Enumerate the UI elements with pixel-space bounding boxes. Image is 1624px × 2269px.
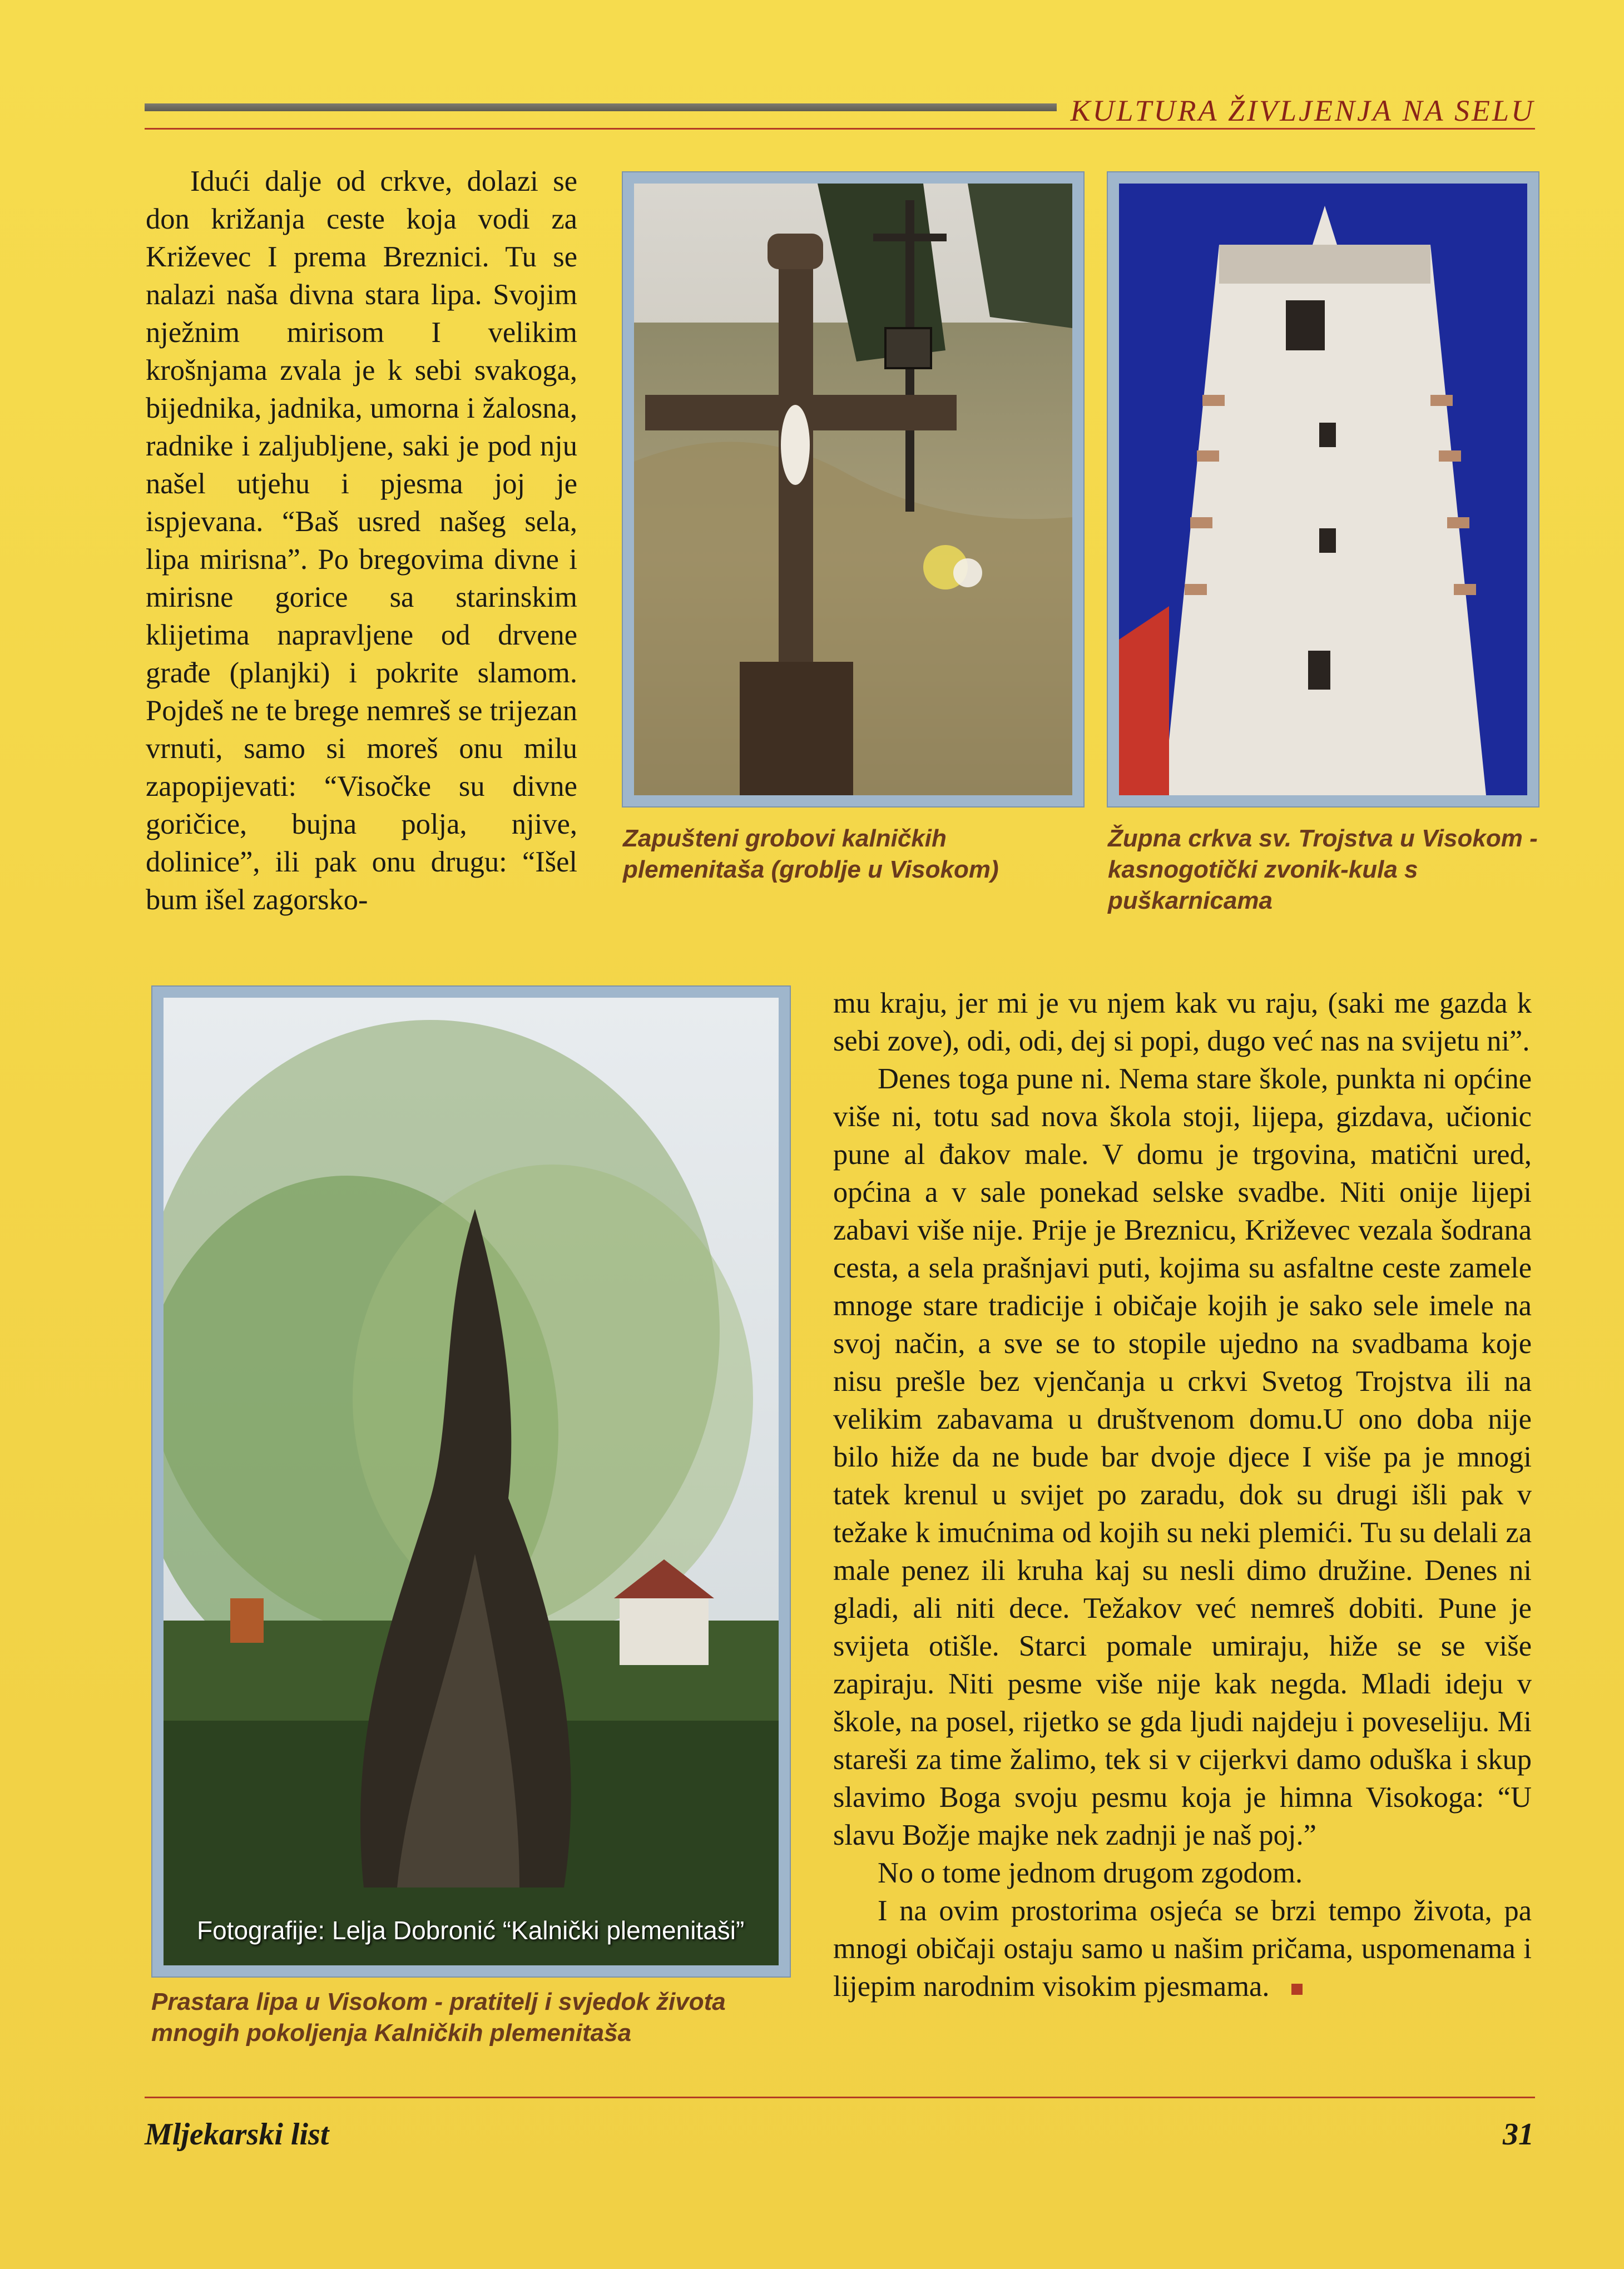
header-rule: [145, 128, 1535, 130]
caption-tower: Župna crkva sv. Trojstva u Visokom - kasnogotički zvonik-kula s puškarnicama: [1108, 825, 1538, 914]
photo-frame-tree: [151, 985, 791, 1978]
paragraph: mu kraju, jer mi je vu njem kak vu raju, (saki me gazda k sebi zove), odi, odi, dej si popi, dugo već nas na svijetu ni”.: [833, 987, 1532, 1057]
photo-credit: Fotografije: Lelja Dobronić “Kalnički plemenitaši”: [197, 1916, 745, 1945]
photo-frame-tower: [1107, 171, 1539, 807]
end-mark: [1291, 1984, 1303, 1995]
photo-church-tower: [1119, 184, 1527, 795]
paragraph-text: I na ovim prostorima osjeća se brzi tempo života, pa mnogi običaji ostaju samo u našim pričama, uspomenama i lijepim narodnim visokim pjesmama.: [833, 1895, 1532, 2003]
caption-cross: Zapušteni grobovi kalničkih plemenitaša (groblje u Visokom): [623, 825, 999, 883]
section-title: KULTURA ŽIVLJENJA NA SELU: [1070, 94, 1535, 127]
header-bar: [145, 103, 1057, 111]
graveyard-cross-image: [634, 184, 1072, 795]
right-text-column: [833, 984, 1532, 2005]
paragraph: Idući dalje od crkve, dolazi se don križanja ceste koja vodi za Križevec I prema Breznici. Tu se nalazi naša divna stara lipa. Svojim nježnim mirisom I velikim krošnjama zvala je k sebi svakoga, bijednika, jadnika, umorna i žalosna, radnike i zaljubljene, saki je pod nju našel utjehu i pjesma joj je ispjevana. “Baš usred našeg sela, lipa mirisna”. Po bregovima divne i mirisne gorice sa starinskim klijetima napravljene od drvene građe (planjki) i pokrite slamom. Pojdeš ne te brege nemreš se trijezan vrnuti, samo si moreš onu milu zapopijevati: “Visočke su divne goričice, bujna polja, njive, dolinice”, ili pak onu drugu: “Išel bum išel zagorsko-: [146, 165, 577, 916]
photo-linden-tree: [164, 998, 779, 1965]
page-number: 31: [1503, 2117, 1534, 2152]
photo-frame-cross: [622, 171, 1085, 807]
left-text-column: [146, 162, 577, 919]
church-tower-image: [1119, 184, 1527, 795]
paragraph: Denes toga pune ni. Nema stare škole, punkta ni općine više ni, totu sad nova škola stoji, lijepa, gizdava, učionic pune al đakov male. V domu je trgovina, matični ured, općina a v sale ponekad selske svadbe. Niti onije lijepi zabavi više nije. Prije je Breznicu, Križevec vezala šodrana cesta, a sela prašnjavi puti, kojima su asfaltne ceste zamele mnoge stare tradicije i običaje kojih je sako sele imele na svoj način, a sve se to stopile ujedno na svadbama koje nisu prešle bez vjenčanja u crkvi Svetog Trojstva ili na velikim zabavama u društvenom domu.U ono doba nije bilo hiže da ne bude bar dvoje djece I više pa je mnogi tatek krenul u svijet po zaradu, dok su drugi išli pak v težake k imućnima od kojih su neki plemići. Tu su delali za male penez ili kruha kaj su nesli dimo družine. Denes ni gladi, ali niti dece. Težakov već nemreš dobiti. Pune je svijeta otišle. Starci pomale umiraju, hiže se se više zapiraju. Niti pesme više nije kak negda. Mladi ideju v škole, na posel, rijetko se gda ljudi najdeju i poveseliju. Mi stareši za time žalimo, tek si v cijerkvi damo oduška i skup slavimo Boga svoju pesmu koja je himna Visokoga: “U slavu Božje majke nek zadnji je naš poj.”: [833, 1063, 1532, 1851]
footer-rule: [145, 2097, 1535, 2098]
paragraph: No o tome jednom drugom zgodom.: [878, 1857, 1303, 1889]
photo-graveyard-cross: [634, 184, 1072, 795]
publication-name: Mljekarski list: [145, 2117, 329, 2152]
caption-tree: Prastara lipa u Visokom - pratitelj i svjedok života mnogih pokoljenja Kalničkih plemenitaša: [151, 1988, 726, 2047]
linden-tree-image: [164, 998, 779, 1965]
paragraph-last: [833, 1892, 1532, 2005]
